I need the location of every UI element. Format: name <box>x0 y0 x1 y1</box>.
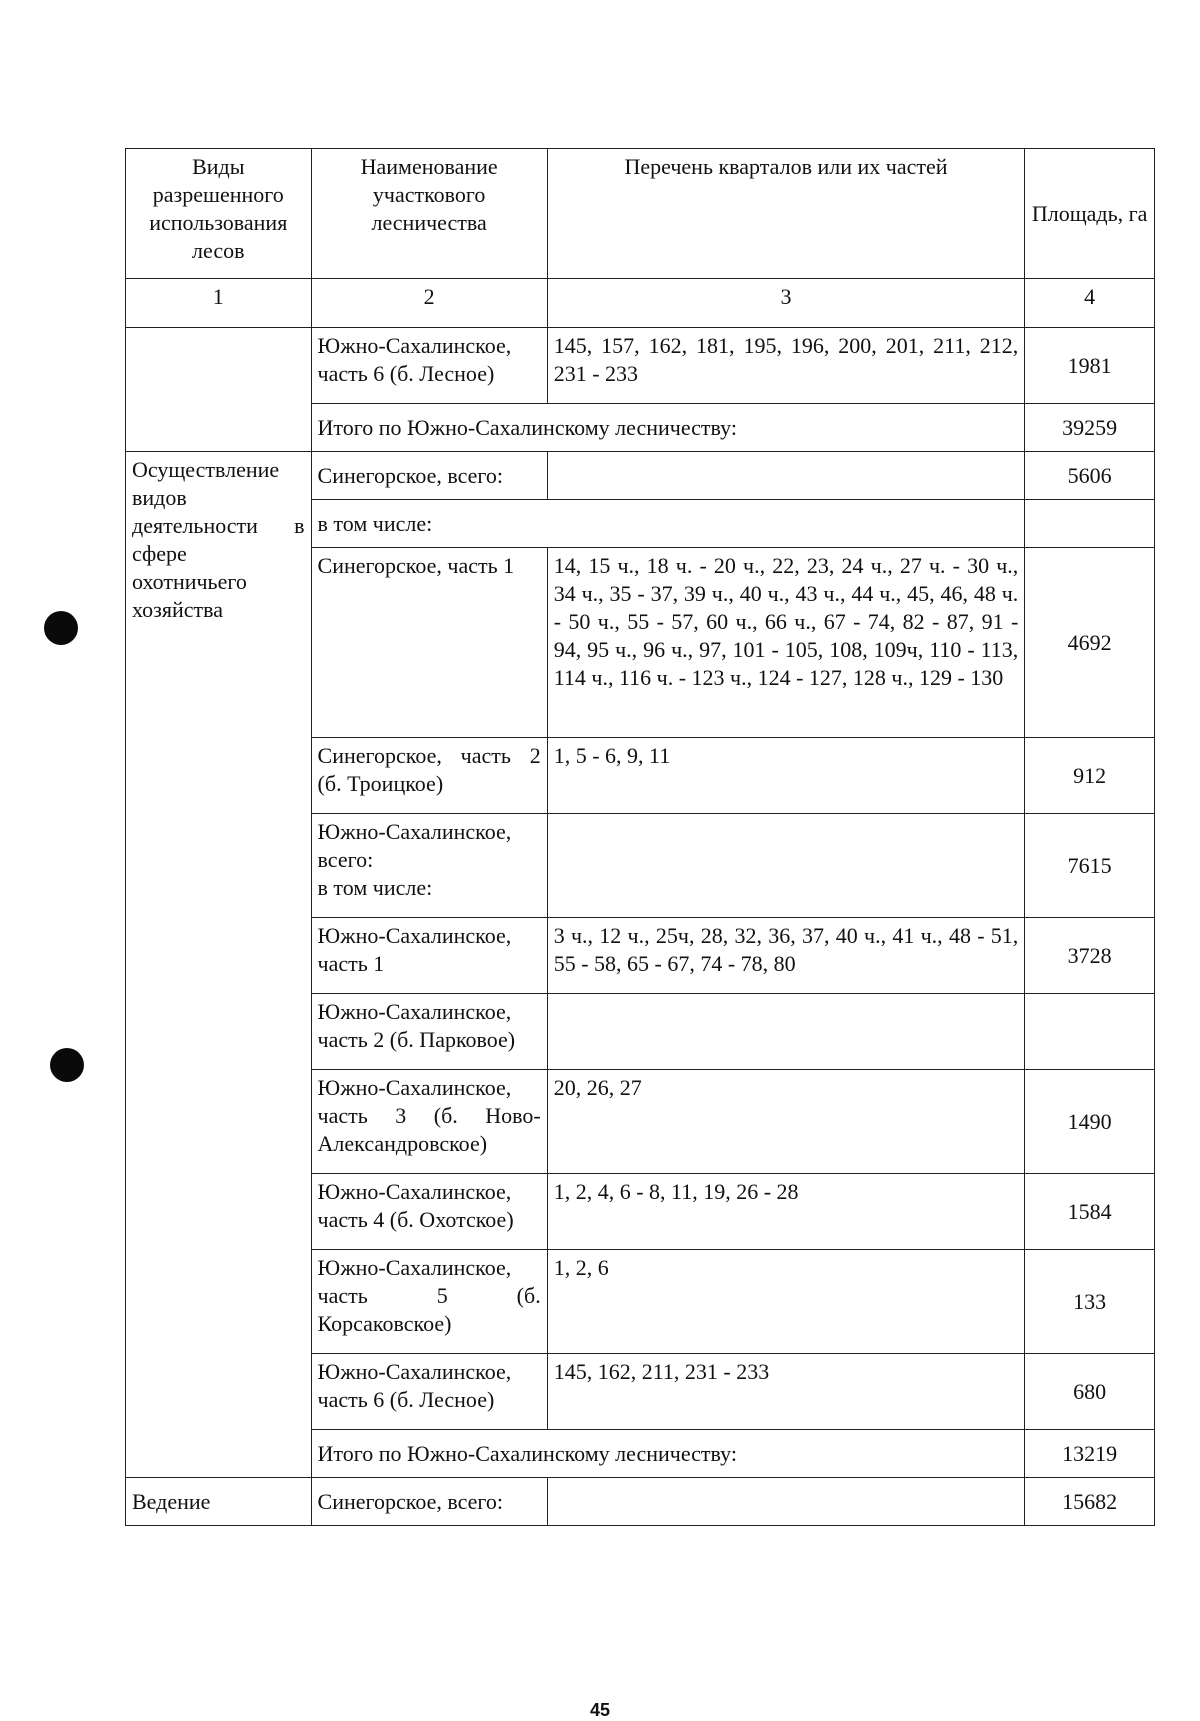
forestry-name: Синегорское, часть 2 (б. Троицкое) <box>311 738 547 814</box>
quarters-list: 1, 2, 6 <box>547 1250 1025 1354</box>
quarters-list <box>547 1478 1025 1526</box>
table-row <box>126 452 1155 500</box>
page-number: 45 <box>589 1700 611 1720</box>
forestry-name: Южно-Сахалинское, часть 1 <box>311 918 547 994</box>
punch-hole-mark <box>44 611 78 645</box>
forestry-name: в том числе: <box>311 500 1025 548</box>
area-value: 912 <box>1025 738 1155 814</box>
forestry-name: Южно-Сахалинское, часть 6 (б. Лесное) <box>311 1354 547 1430</box>
quarters-list <box>547 994 1025 1070</box>
area-value: 5606 <box>1025 452 1155 500</box>
quarters-list: 145, 157, 162, 181, 195, 196, 200, 201, 211, 212, 231 - 233 <box>547 328 1025 404</box>
col-number: 3 <box>547 279 1025 328</box>
area-value: 1584 <box>1025 1174 1155 1250</box>
total-label: Итого по Южно-Сахалинскому лесничеству: <box>311 404 1025 452</box>
area-value: 7615 <box>1025 814 1155 918</box>
quarters-list: 1, 5 - 6, 9, 11 <box>547 738 1025 814</box>
area-value: 133 <box>1025 1250 1155 1354</box>
forestry-name-line: Южно-Сахалинское, всего: <box>317 819 512 872</box>
header-col2: Наименование участкового лесничества <box>311 149 547 279</box>
header-col3: Перечень кварталов или их частей <box>547 149 1025 279</box>
forestry-name: Южно-Сахалинское, часть 4 (б. Охотское) <box>311 1174 547 1250</box>
use-type-label: Ведение <box>126 1478 312 1526</box>
quarters-list: 14, 15 ч., 18 ч. - 20 ч., 22, 23, 24 ч., 27 ч. - 30 ч., 34 ч., 35 - 37, 39 ч., 40 ч., 43 ч., 44 ч., 45, 46, 48 ч. - 50 ч., 55 - 57, 60 ч., 66 ч., 67 - 74, 82 - 87, 91 - 94, 95 ч., 96 ч., 97, 101 - 105, 108, 109ч, 110 - 113, 114 ч., 116 ч. - 123 ч., 124 - 127, 128 ч., 129 - 130 <box>547 548 1025 738</box>
empty-use-cell <box>126 328 312 452</box>
forestry-name <box>311 814 547 918</box>
total-label: Итого по Южно-Сахалинскому лесничеству: <box>311 1430 1025 1478</box>
col-number: 1 <box>126 279 312 328</box>
area-value: 39259 <box>1025 404 1155 452</box>
forestry-name: Синегорское, всего: <box>311 1478 547 1526</box>
area-value: 13219 <box>1025 1430 1155 1478</box>
quarters-list: 3 ч., 12 ч., 25ч, 28, 32, 36, 37, 40 ч., 41 ч., 48 - 51, 55 - 58, 65 - 67, 74 - 78, 80 <box>547 918 1025 994</box>
forest-use-table <box>125 148 1155 1526</box>
forestry-name: Синегорское, часть 1 <box>311 548 547 738</box>
column-number-row <box>126 279 1155 328</box>
col-number: 4 <box>1025 279 1155 328</box>
punch-hole-mark <box>50 1048 84 1082</box>
area-value: 4692 <box>1025 548 1155 738</box>
area-value: 15682 <box>1025 1478 1155 1526</box>
quarters-list: 20, 26, 27 <box>547 1070 1025 1174</box>
forestry-name: Южно-Сахалинское, часть 5 (б. Корсаковское) <box>311 1250 547 1354</box>
forestry-name: Южно-Сахалинское, часть 6 (б. Лесное) <box>311 328 547 404</box>
area-value <box>1025 994 1155 1070</box>
table-row <box>126 328 1155 404</box>
quarters-list: 145, 162, 211, 231 - 233 <box>547 1354 1025 1430</box>
table-row <box>126 1478 1155 1526</box>
forestry-name-line: в том числе: <box>317 875 433 900</box>
use-type-hunting: Осуществление видов деятельности в сфере охотничьего хозяйства <box>126 452 312 1478</box>
area-value <box>1025 500 1155 548</box>
forestry-name: Южно-Сахалинское, часть 2 (б. Парковое) <box>311 994 547 1070</box>
quarters-list <box>547 452 1025 500</box>
forestry-name: Южно-Сахалинское, часть 3 (б. Ново-Александровское) <box>311 1070 547 1174</box>
header-row <box>126 149 1155 279</box>
area-value: 3728 <box>1025 918 1155 994</box>
area-value: 680 <box>1025 1354 1155 1430</box>
col-number: 2 <box>311 279 547 328</box>
forestry-name: Синегорское, всего: <box>311 452 547 500</box>
quarters-list: 1, 2, 4, 6 - 8, 11, 19, 26 - 28 <box>547 1174 1025 1250</box>
area-value: 1490 <box>1025 1070 1155 1174</box>
quarters-list <box>547 814 1025 918</box>
area-value: 1981 <box>1025 328 1155 404</box>
header-col4: Площадь, га <box>1025 149 1155 279</box>
header-col1: Виды разрешенного использования лесов <box>126 149 312 279</box>
